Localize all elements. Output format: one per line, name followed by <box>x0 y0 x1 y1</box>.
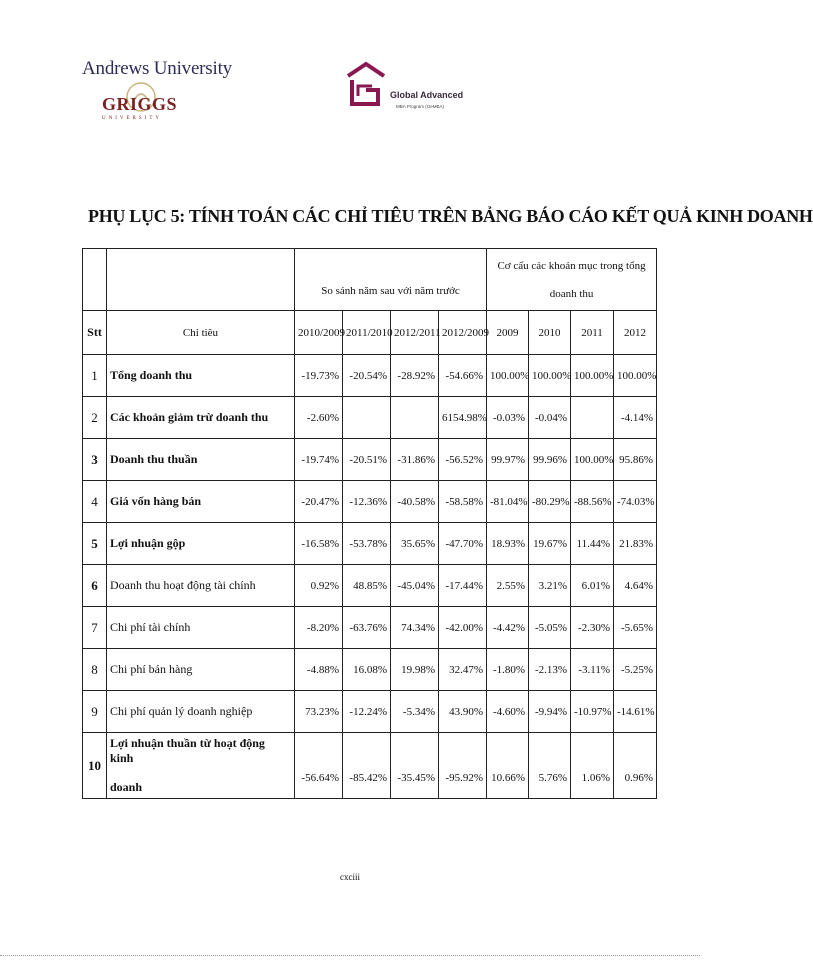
row-value: 73.23% <box>295 691 343 733</box>
row-value: -17.44% <box>439 565 487 607</box>
row-name: Tổng doanh thu <box>107 355 295 397</box>
andrews-university-wordmark <box>82 58 232 80</box>
row-stt: 7 <box>83 607 107 649</box>
row-name: Doanh thu hoạt động tài chính <box>107 565 295 607</box>
row-value: 6154.98% <box>439 397 487 439</box>
row-value <box>343 397 391 439</box>
row-value: -5.05% <box>529 607 571 649</box>
table-row <box>83 481 657 523</box>
row-value: 100.00% <box>571 439 614 481</box>
header-structure-line1: Cơ cấu các khoản mục trong tổng <box>497 259 646 272</box>
row-value: 3.21% <box>529 565 571 607</box>
row-value: 43.90% <box>439 691 487 733</box>
row-value: -0.03% <box>487 397 529 439</box>
griggs-subtitle: UNIVERSITY <box>102 116 162 121</box>
row-stt: 4 <box>83 481 107 523</box>
row-value: 1.06% <box>571 733 614 799</box>
row-stt: 9 <box>83 691 107 733</box>
header-compare-year: 2010/2009 <box>295 311 343 355</box>
gamba-emblem-icon <box>342 58 390 116</box>
row-value: -35.45% <box>391 733 439 799</box>
row-value: 16.08% <box>343 649 391 691</box>
row-value: -9.94% <box>529 691 571 733</box>
global-advanced-text: Global Advanced <box>390 90 464 100</box>
row-value: -3.11% <box>571 649 614 691</box>
row-stt: 8 <box>83 649 107 691</box>
andrews-university-logo <box>82 58 232 121</box>
row-value: 18.93% <box>487 523 529 565</box>
row-value: 2.55% <box>487 565 529 607</box>
row-value: -2.30% <box>571 607 614 649</box>
row-value <box>391 397 439 439</box>
table-row <box>83 355 657 397</box>
header-group-row <box>83 249 657 311</box>
table-row <box>83 439 657 481</box>
row-stt: 10 <box>83 733 107 799</box>
row-name: Chi phí quản lý doanh nghiệp <box>107 691 295 733</box>
row-value: 32.47% <box>439 649 487 691</box>
table-row <box>83 733 657 799</box>
row-value: -47.70% <box>439 523 487 565</box>
row-value: -45.04% <box>391 565 439 607</box>
row-value <box>571 397 614 439</box>
row-value: 11.44% <box>571 523 614 565</box>
row-value: 19.67% <box>529 523 571 565</box>
row-value: -53.78% <box>343 523 391 565</box>
header-structure-group <box>487 249 657 311</box>
row-value: -31.86% <box>391 439 439 481</box>
row-name: Chi phí tài chính <box>107 607 295 649</box>
table-row <box>83 397 657 439</box>
header-structure-year: 2010 <box>529 311 571 355</box>
row-value: -12.24% <box>343 691 391 733</box>
header-compare-year: 2012/2011 <box>391 311 439 355</box>
row-value: 5.76% <box>529 733 571 799</box>
row-value: 0.96% <box>614 733 657 799</box>
row-value: -4.60% <box>487 691 529 733</box>
row-value: -20.54% <box>343 355 391 397</box>
row-value: -5.34% <box>391 691 439 733</box>
row-value: -10.97% <box>571 691 614 733</box>
header-structure-year: 2011 <box>571 311 614 355</box>
row-value: -2.13% <box>529 649 571 691</box>
andrews-university-text: Andrews University <box>82 58 232 79</box>
row-value: -4.88% <box>295 649 343 691</box>
row-value: -14.61% <box>614 691 657 733</box>
header-structure-line2: doanh thu <box>549 287 594 300</box>
row-name: Các khoản giảm trừ doanh thu <box>107 397 295 439</box>
row-value: -56.64% <box>295 733 343 799</box>
table-row <box>83 523 657 565</box>
row-value: -0.04% <box>529 397 571 439</box>
report-table <box>82 248 657 799</box>
row-name: Doanh thu thuần <box>107 439 295 481</box>
row-value: -40.58% <box>391 481 439 523</box>
row-value: -2.60% <box>295 397 343 439</box>
row-value: -4.14% <box>614 397 657 439</box>
row-value: -81.04% <box>487 481 529 523</box>
row-value: 10.66% <box>487 733 529 799</box>
row-value: -58.58% <box>439 481 487 523</box>
row-value: 99.96% <box>529 439 571 481</box>
row-value: -1.80% <box>487 649 529 691</box>
row-value: 0.92% <box>295 565 343 607</box>
row-value: -95.92% <box>439 733 487 799</box>
row-value: -8.20% <box>295 607 343 649</box>
page-title: PHỤ LỤC 5: TÍNH TOÁN CÁC CHỈ TIÊU TRÊN BẢNG BÁO CÁO KẾT QUẢ KINH DOANH <box>88 206 813 226</box>
row-value: 95.86% <box>614 439 657 481</box>
header-stt: Stt <box>83 311 107 355</box>
row-name: Giá vốn hàng bán <box>107 481 295 523</box>
row-name-line2: doanh <box>110 780 143 794</box>
row-name-line1: Lợi nhuận thuần từ hoạt động kinh <box>110 736 265 765</box>
table-row <box>83 649 657 691</box>
row-name <box>107 733 295 799</box>
header-compare-year: 2011/2010 <box>343 311 391 355</box>
table-row <box>83 607 657 649</box>
row-value: 99.97% <box>487 439 529 481</box>
page-bottom-divider <box>0 955 700 956</box>
row-value: -19.73% <box>295 355 343 397</box>
row-value: -88.56% <box>571 481 614 523</box>
row-stt: 2 <box>83 397 107 439</box>
row-value: -20.47% <box>295 481 343 523</box>
header-compare-group: So sánh năm sau với năm trước <box>295 249 487 311</box>
row-value: -54.66% <box>439 355 487 397</box>
page-number: cxciii <box>340 872 360 882</box>
row-stt: 3 <box>83 439 107 481</box>
header-name: Chỉ tiêu <box>107 311 295 355</box>
row-value: -4.42% <box>487 607 529 649</box>
row-value: -5.25% <box>614 649 657 691</box>
row-value: 35.65% <box>391 523 439 565</box>
griggs-logo <box>102 94 182 121</box>
row-value: -20.51% <box>343 439 391 481</box>
table-row <box>83 565 657 607</box>
row-stt: 5 <box>83 523 107 565</box>
row-value: -42.00% <box>439 607 487 649</box>
row-value: -12.36% <box>343 481 391 523</box>
row-value: 21.83% <box>614 523 657 565</box>
row-value: 4.64% <box>614 565 657 607</box>
row-value: 6.01% <box>571 565 614 607</box>
row-stt: 1 <box>83 355 107 397</box>
global-advanced-logo <box>340 58 480 128</box>
row-value: -5.65% <box>614 607 657 649</box>
header-structure-year: 2012 <box>614 311 657 355</box>
row-value: 100.00% <box>614 355 657 397</box>
row-value: 100.00% <box>571 355 614 397</box>
row-value: -74.03% <box>614 481 657 523</box>
row-value: -28.92% <box>391 355 439 397</box>
row-name: Lợi nhuận gộp <box>107 523 295 565</box>
row-value: 74.34% <box>391 607 439 649</box>
row-value: 100.00% <box>487 355 529 397</box>
header-blank-name <box>107 249 295 311</box>
header-year-row <box>83 311 657 355</box>
row-value: 48.85% <box>343 565 391 607</box>
griggs-wordmark: GRIGGS <box>102 94 178 114</box>
header-compare-year: 2012/2009 <box>439 311 487 355</box>
row-value: -19.74% <box>295 439 343 481</box>
row-value: -85.42% <box>343 733 391 799</box>
row-stt: 6 <box>83 565 107 607</box>
row-name: Chi phí bán hàng <box>107 649 295 691</box>
row-value: -56.52% <box>439 439 487 481</box>
row-value: -80.29% <box>529 481 571 523</box>
header-structure-year: 2009 <box>487 311 529 355</box>
table-row <box>83 691 657 733</box>
row-value: 100.00% <box>529 355 571 397</box>
mba-program-text: MBA Program (GeMBA) <box>396 104 445 109</box>
row-value: -16.58% <box>295 523 343 565</box>
row-value: 19.98% <box>391 649 439 691</box>
header-blank-stt <box>83 249 107 311</box>
row-value: -63.76% <box>343 607 391 649</box>
